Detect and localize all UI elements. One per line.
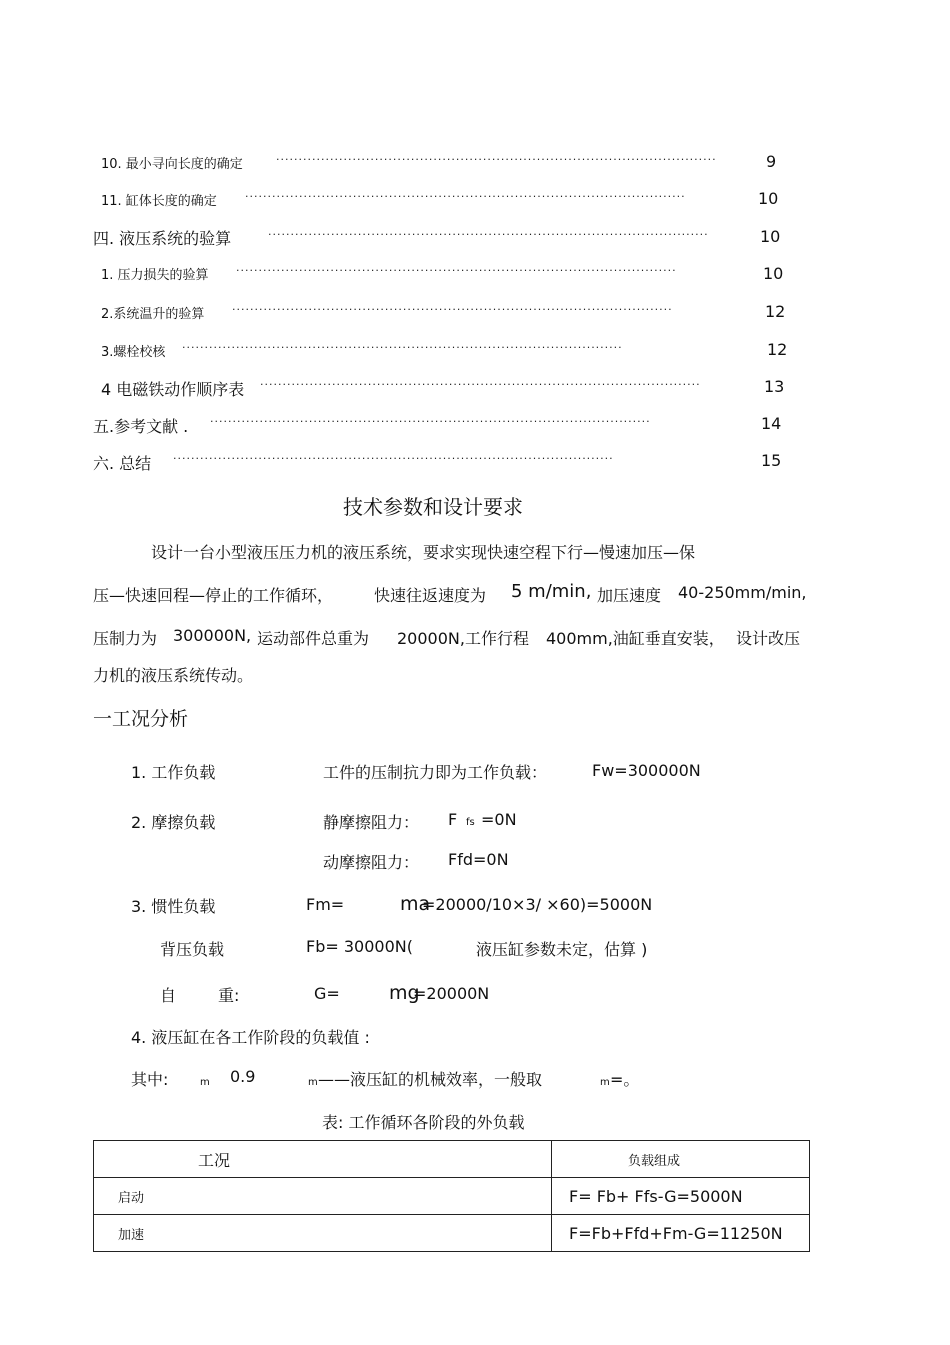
item-label: 重: [218, 986, 240, 1005]
item-formula: Fw=300000N [592, 761, 701, 780]
item-formula: mg [389, 982, 420, 1004]
table-cell: F= Fb+ Ffs-G=5000N [552, 1178, 810, 1215]
toc-entry-title: 3.螺栓校核 [101, 345, 166, 360]
intro-value: 40-250mm/min, [678, 583, 807, 602]
note-text: =。 [610, 1070, 640, 1089]
note-symbol: m [200, 1077, 210, 1088]
toc-entry-page: 12 [765, 302, 786, 321]
toc-entry-title: 10. 最小寻向长度的确定 [101, 157, 243, 172]
item-formula: G= [314, 984, 340, 1003]
toc-leader: ·································································································· [210, 415, 651, 428]
note-value: 0.9 [230, 1067, 256, 1086]
toc-entry-title: 4 电磁铁动作顺序表 [101, 380, 245, 399]
table-row [94, 1178, 810, 1215]
item-label: 背压负载 [160, 940, 225, 959]
toc-leader: ·································································································· [260, 378, 701, 391]
toc-leader: ·································································································· [236, 264, 677, 277]
table-row [94, 1215, 810, 1252]
toc-entry-page: 12 [767, 340, 788, 359]
toc-entry-title: 五.参考文献 . [93, 417, 189, 436]
item-desc: 工件的压制抗力即为工作负载： [323, 763, 548, 782]
intro-value: 20000N,工作行程 [397, 629, 529, 648]
toc-entry-title: 六. 总结 [93, 454, 152, 473]
toc-leader: ·································································································· [232, 303, 673, 316]
item-label: 2. 摩擦负载 [131, 813, 216, 832]
section-title: 技术参数和设计要求 [343, 495, 523, 519]
toc-leader: ·································································································· [182, 341, 623, 354]
toc-leader: ·································································································· [268, 228, 709, 241]
item-subscript: fs [466, 817, 475, 828]
note-text: ——液压缸的机械效率，一般取 [318, 1070, 543, 1089]
toc-entry-title: 11. 缸体长度的确定 [101, 194, 217, 209]
item-formula: ma [400, 893, 431, 915]
item-label: 4. 液压缸在各工作阶段的负载值 : [131, 1028, 370, 1047]
intro-text: 快速往返速度为 [374, 586, 487, 605]
toc-leader: ·································································································· [173, 452, 614, 465]
item-formula: =0N [481, 810, 517, 829]
intro-text: 运动部件总重为 [257, 629, 370, 648]
toc-entry-page: 9 [766, 152, 777, 171]
intro-text: 设计改压 [736, 629, 801, 648]
toc-entry-page: 10 [758, 189, 779, 208]
table-cell: F=Fb+Ffd+Fm-G=11250N [552, 1215, 810, 1252]
note-symbol: m [308, 1077, 318, 1088]
intro-line: 力机的液压系统传动。 [93, 666, 254, 685]
item-label: 1. 工作负载 [131, 763, 216, 782]
toc-leader: ·································································································· [245, 190, 686, 203]
item-formula: Ffd=0N [448, 850, 509, 869]
intro-line: 设计一台小型液压压力机的液压系统，要求实现快速空程下行—慢速加压—保 [151, 543, 696, 562]
item-note: 液压缸参数未定，估算 ) [476, 940, 648, 959]
toc-entry-page: 10 [763, 264, 784, 283]
intro-text: 加压速度 [597, 586, 662, 605]
table-header-row [94, 1141, 810, 1178]
note-symbol: m [600, 1077, 610, 1088]
toc-entry-page: 14 [761, 414, 782, 433]
item-formula: Fm= [306, 895, 345, 914]
item-formula: =20000N [413, 984, 490, 1003]
intro-value: 400mm,油缸垂直安装， [546, 629, 725, 648]
item-desc: 动摩擦阻力： [323, 853, 420, 872]
toc-entry-page: 15 [761, 451, 782, 470]
load-table [93, 1140, 810, 1252]
toc-entry-title: 1. 压力损失的验算 [101, 268, 209, 283]
item-formula: F [448, 810, 458, 829]
item-formula: =20000/10×3/ ×60)=5000N [422, 895, 653, 914]
item-label: 3. 惯性负载 [131, 897, 216, 916]
intro-value: 5 m/min, [511, 581, 592, 602]
table-header-cell: 工况 [94, 1141, 552, 1178]
intro-text: 压—快速回程—停止的工作循环， [93, 586, 334, 605]
table-cell: 启动 [94, 1178, 552, 1215]
toc-entry-page: 10 [760, 227, 781, 246]
toc-entry-title: 2.系统温升的验算 [101, 307, 205, 322]
toc-entry-page: 13 [764, 377, 785, 396]
intro-text: 压制力为 [93, 629, 158, 648]
analysis-heading: 一工况分析 [93, 708, 189, 730]
intro-value: 300000N, [173, 626, 252, 645]
item-desc: 静摩擦阻力： [323, 813, 420, 832]
toc-entry-title: 四. 液压系统的验算 [93, 229, 232, 248]
table-header-cell: 负载组成 [552, 1141, 810, 1178]
item-formula: Fb= 30000N( [306, 937, 413, 956]
note-text: 其中: [131, 1070, 169, 1089]
toc-leader: ·································································································· [276, 153, 717, 166]
table-caption: 表: 工作循环各阶段的外负载 [322, 1113, 525, 1132]
table-cell: 加速 [94, 1215, 552, 1252]
item-label: 自 [160, 986, 177, 1005]
